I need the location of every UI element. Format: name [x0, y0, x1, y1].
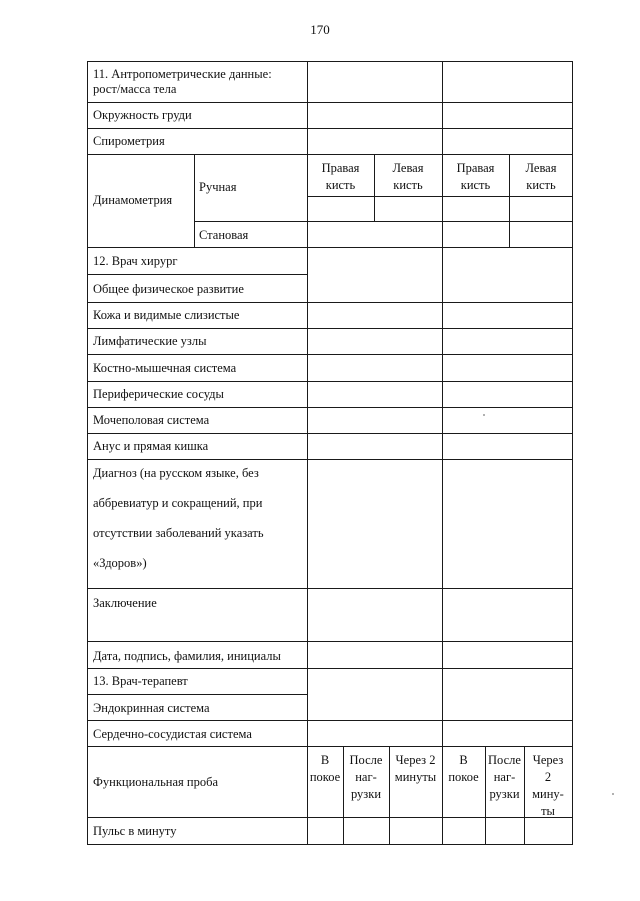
diagnosis-label-line2: аббревиатур и сокращений, при [93, 496, 263, 510]
func-header-two-min-1: Через 2 минуты [394, 753, 437, 784]
diagnosis-label-line4: «Здоров») [93, 556, 147, 570]
dyn-header-left-2: Левая кисть [525, 161, 557, 192]
scan-speck [612, 793, 614, 795]
diagnosis-label-line1: Диагноз (на русском языке, без [93, 466, 259, 480]
func-header-after-1: После наг- рузки [349, 753, 383, 801]
anthropometry-label-line1: 11. Антропометрические данные: [93, 67, 272, 81]
standing-label: Становая [199, 228, 249, 242]
func-header-rest-2: В покое [448, 753, 479, 784]
dyn-header-right-1: Правая кисть [321, 161, 360, 192]
endocrine-label: Эндокринная система [93, 701, 210, 715]
lymph-label: Лимфатические узлы [93, 334, 207, 348]
diagnosis-label-line3: отсутствии заболеваний указать [93, 526, 264, 540]
spirometry-label: Спирометрия [93, 134, 165, 148]
func-header-rest-1: В покое [309, 753, 341, 784]
func-header-after-2: После наг- рузки [488, 753, 521, 801]
functional-test-label: Функциональная проба [93, 775, 219, 789]
chest-label: Окружность груди [93, 108, 192, 122]
scan-speck [483, 414, 485, 416]
vessels-label: Периферические сосуды [93, 387, 224, 401]
anus-label: Анус и прямая кишка [93, 439, 209, 453]
anthropometry-label-line2: рост/масса тела [93, 82, 177, 96]
func-header-two-min-2: Через 2 мину- ты [532, 753, 564, 818]
dyn-header-left-1: Левая кисть [392, 161, 424, 192]
conclusion-label: Заключение [93, 596, 157, 610]
therapist-label: 13. Врач-терапевт [93, 674, 188, 688]
skin-label: Кожа и видимые слизистые [93, 308, 240, 322]
pulse-label: Пульс в минуту [93, 824, 177, 838]
dyn-header-right-2: Правая кисть [456, 161, 495, 192]
date-sign-label: Дата, подпись, фамилия, инициалы [93, 649, 281, 663]
cardio-label: Сердечно-сосудистая система [93, 727, 252, 741]
dynamometry-label: Динамометрия [93, 193, 173, 207]
musculoskeletal-label: Костно-мышечная система [93, 361, 237, 375]
manual-label: Ручная [199, 180, 237, 194]
surgeon-label: 12. Врач хирург [93, 254, 178, 268]
physical-development-label: Общее физическое развитие [93, 282, 244, 296]
page-number: 170 [310, 22, 330, 37]
urogenital-label: Мочеполовая система [93, 413, 210, 427]
